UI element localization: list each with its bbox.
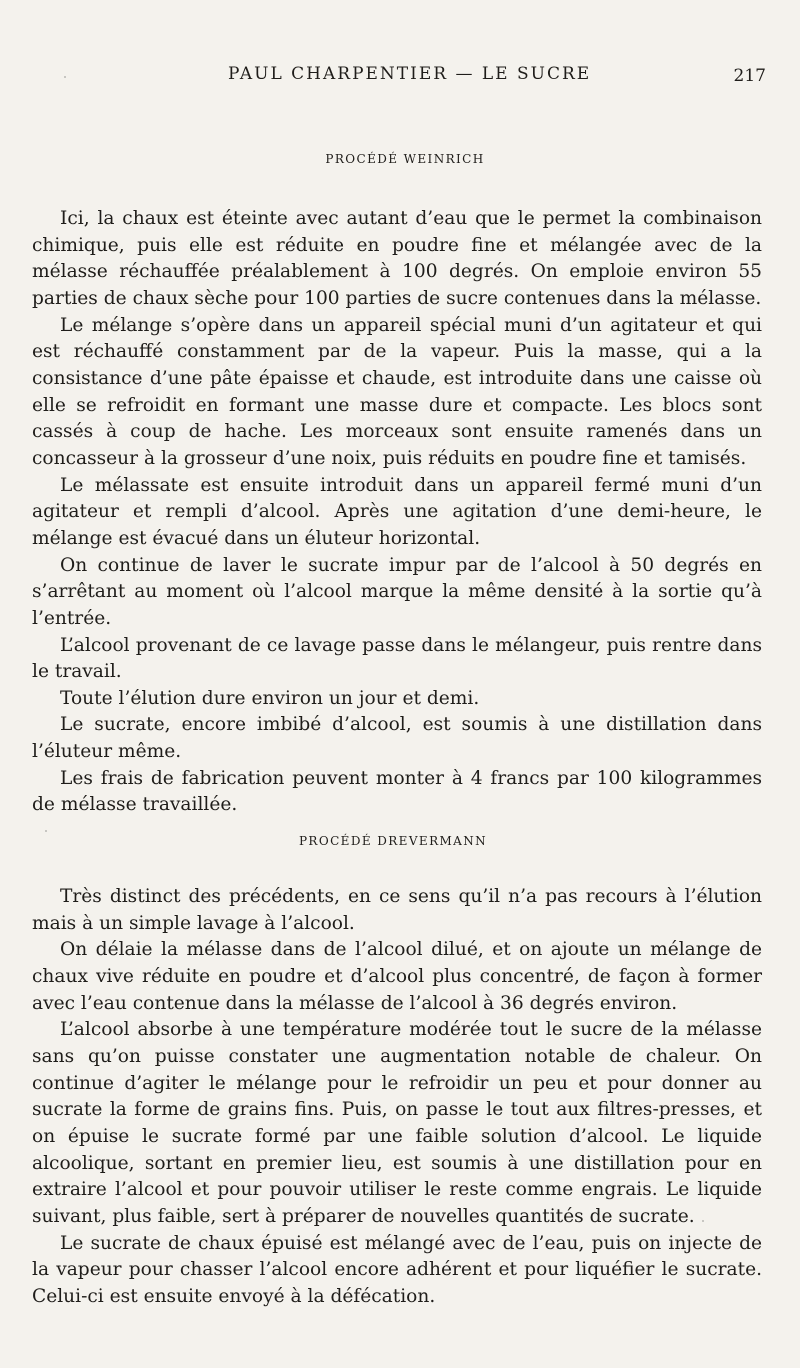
page-number: 217 xyxy=(733,66,766,86)
paragraph: Le sucrate, encore imbibé d’alcool, est soumis à une distillation dans l’éluteur même. xyxy=(32,714,762,763)
paragraph: Le mélassate est ensuite introduit dans un appareil fermé muni d’un agitateur et rempli d’alcool. Après une agitation d’une demi-heure, le mélange est évacué dans un éluteur horizontal. xyxy=(32,474,762,549)
paragraph: On délaie la mélasse dans de l’alcool dilué, et on ajoute un mélange de chaux vive réduite en poudre et d’alcool plus concentré, de façon à former avec l’eau contenue dans la mélasse de l’alcool à 36 degrés environ. xyxy=(32,939,762,1014)
section-weinrich-body xyxy=(32,206,762,819)
section-drevermann-body xyxy=(32,884,762,1311)
section-title-drevermann: PROCÉDÉ DREVERMANN xyxy=(298,834,488,848)
paragraph: Le mélange s’opère dans un appareil spécial muni d’un agitateur et qui est réchauffé constamment par de la vapeur. Puis la masse, qui a la consistance d’une pâte épaisse et chaude, est introduite dans une caisse où elle se refroidit en formant une masse dure et compacte. Les blocs sont cassés à coup de hache. Les morceaux sont ensuite ramenés dans un concasseur à la grosseur d’une noix, puis réduits en poudre fine et tamisés. xyxy=(32,314,762,469)
paper-speck xyxy=(45,830,47,832)
paragraph: Le sucrate de chaux épuisé est mélangé avec de l’eau, puis on injecte de la vapeur pour chasser l’alcool encore adhérent et pour liquéfier le sucrate. Celui-ci est ensuite envoyé à la défécation. xyxy=(32,1232,762,1307)
section-title-weinrich: PROCÉDÉ WEINRICH xyxy=(325,152,485,166)
running-head xyxy=(0,64,800,88)
paragraph: On continue de laver le sucrate impur par de l’alcool à 50 degrés en s’arrêtant au moment où l’alcool marque la même densité à la sortie qu’à l’entrée. xyxy=(32,554,762,629)
paragraph: L’alcool absorbe à une température modérée tout le sucre de la mélasse sans qu’on puisse constater une augmentation notable de chaleur. On continue d’agiter le mélange pour le refroidir un peu et pour donner au sucrate la forme de grains fins. Puis, on passe le tout aux filtres-presses, et on épuise le sucrate formé par une faible solution d’alcool. Le liquide alcoolique, sortant en premier lieu, est soumis à une distillation pour en extraire l’alcool et pour pouvoir utiliser le reste comme engrais. Le liquide suivant, plus faible, sert à préparer de nouvelles quantités de sucrate. xyxy=(32,1019,762,1227)
paragraph: L’alcool provenant de ce lavage passe dans le mélangeur, puis rentre dans le travail. xyxy=(32,634,762,683)
paper-speck xyxy=(709,301,711,303)
paragraph: Toute l’élution dure environ un jour et demi. xyxy=(60,687,480,709)
paragraph: Très distinct des précédents, en ce sens qu’il n’a pas recours à l’élution mais à un simple lavage à l’alcool. xyxy=(32,886,762,934)
paragraph: Ici, la chaux est éteinte avec autant d’eau que le permet la combinaison chimique, puis elle est réduite en poudre fine et mélangée avec de la mélasse réchauffée préalablement à 100 degrés. On emploie environ 55 parties de chaux sèche pour 100 parties de sucre contenues dans la mélasse. xyxy=(32,208,762,309)
paper-speck xyxy=(702,1220,704,1222)
running-title: PAUL CHARPENTIER — LE SUCRE xyxy=(228,64,592,84)
paragraph: Les frais de fabrication peuvent monter à 4 francs par 100 kilogrammes de mélasse travaillée. xyxy=(32,767,762,816)
paper-speck xyxy=(64,76,66,78)
